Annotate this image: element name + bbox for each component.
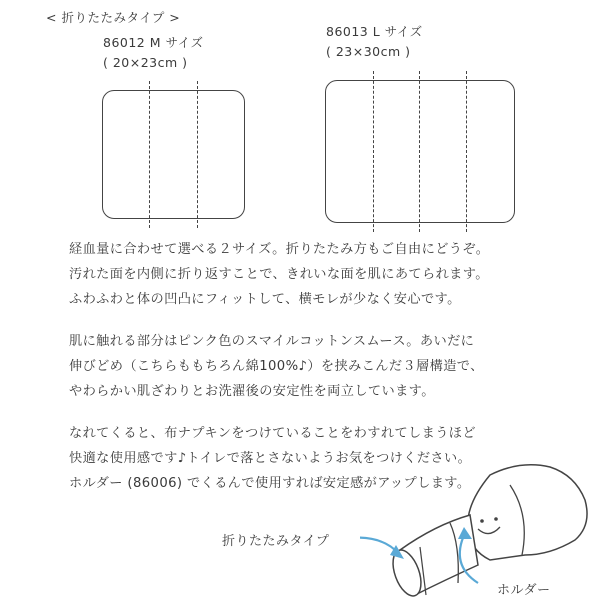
text-line: 汚れた面を内側に折り返すことで、きれいな面を肌にあてられます。	[69, 267, 489, 282]
text-line: 肌に触れる部分はピンク色のスマイルコットンスムース。あいだに	[69, 334, 475, 349]
text-line: ふわふわと体の凹凸にフィットして、横モレが少なく安心です。	[69, 292, 461, 307]
holder-illustration	[360, 455, 600, 600]
description-paragraph-1	[69, 237, 489, 312]
text-line: 経血量に合わせて選べる２サイズ。折りたたみ方もご自由にどうぞ。	[69, 242, 490, 257]
text-line: 快適な使用感です♪トイレで落とさないようお気をつけください。	[69, 451, 472, 466]
size-l-label: 86013 L サイズ	[326, 24, 423, 39]
text-line: やわらかい肌ざわりとお洗濯後の安定性を両立しています。	[69, 384, 435, 399]
smiley-eye-icon	[480, 519, 484, 523]
size-m-dimensions: ( 20×23cm )	[103, 55, 188, 70]
holder-label: ホルダー	[497, 583, 551, 598]
folded-type-arrow	[360, 538, 398, 553]
text-line: ホルダー (86006) でくるんで使用すれば安定感がアップします。	[69, 476, 471, 491]
size-m-label: 86012 M サイズ	[103, 35, 204, 50]
description-paragraph-2	[69, 329, 484, 404]
fold-line	[149, 81, 150, 228]
fold-line	[197, 81, 198, 228]
text-line: 伸びどめ（こちらももちろん綿100%♪）を挟みこんだ３層構造で、	[69, 359, 484, 374]
size-l-diagram	[325, 80, 515, 223]
section-title: < 折りたたみタイプ >	[46, 10, 181, 25]
text-line: なれてくると、布ナプキンをつけていることをわすれてしまうほど	[69, 426, 476, 441]
fold-line	[373, 71, 374, 232]
fold-line	[419, 71, 420, 232]
size-m-diagram	[102, 90, 245, 219]
holder-shape	[468, 465, 587, 560]
smiley-eye-icon	[494, 517, 498, 521]
fold-line	[466, 71, 467, 232]
size-l-dimensions: ( 23×30cm )	[326, 44, 411, 59]
folded-type-label: 折りたたみタイプ	[222, 534, 330, 549]
